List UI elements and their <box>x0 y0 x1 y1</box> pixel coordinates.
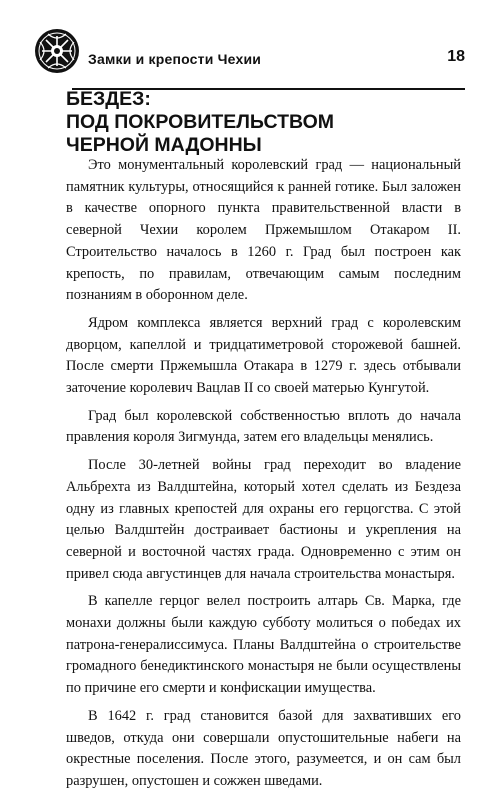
castle-emblem-icon <box>34 28 80 74</box>
chapter-title-line: ПОД ПОКРОВИТЕЛЬСТВОМ <box>66 111 334 133</box>
paragraph: Ядром комплекса является верхний град с королевским дворцом, капеллой и тридцатиметровой сторожевой башней. После смерти Пржемышла Отакара в 1279 г. здесь отбывали заточение королевич Вацлав II со своей матерью Кунгутой. <box>66 314 461 397</box>
chapter-title-line: БЕЗДЕЗ: <box>66 88 151 110</box>
page-number: 18 <box>447 48 465 65</box>
paragraph: В капелле герцог велел построить алтарь Св. Марка, где монахи должны были каждую субботу молиться о победах их патрона-генералиссимуса. Планы Валдштейна о строительстве громадного бенедиктинского монастыря не были осуществлены по причине его смерти и конфискации имущества. <box>66 593 461 697</box>
paragraph: После 30-летней войны град переходит во владение Альбрехта из Валдштейна, который хотел сделать из Бездеза одну из главных крепостей для охраны его герцогства. С этой целью Валдштейн достраивает бастионы и укрепления на северной и восточной частях града. Одновременно с этим он привел сюда августинцев для начала строительства монастыря. <box>66 457 461 582</box>
paragraph: Град был королевской собственностью вплоть до начала правления короля Зигмунда, затем его владельцы менялись. <box>66 407 461 446</box>
chapter-title-line: ЧЕРНОЙ МАДОННЫ <box>66 134 262 156</box>
page-header <box>0 20 503 80</box>
paragraph: Это монументальный королевский град — национальный памятник культуры, относящийся к ранней готике. Был заложен в качестве опорного пункта правительственной власти в северной Чехии королем Пржемышлом Отакаром II. Строительство началось в 1260 г. Град был построен как крепость, по правилам, отвечающим самым последним познаниям в оборонном деле. <box>66 157 461 304</box>
running-title: Замки и крепости Чехии <box>88 51 262 67</box>
chapter-title <box>66 88 334 157</box>
body-text <box>66 155 461 799</box>
paragraph: В 1642 г. град становится базой для захвативших его шведов, откуда они совершали опустошительные набеги на окрестные поселения. После этого, разумеется, и он сам был разрушен, опустошен и сожжен шведами. <box>66 707 461 789</box>
